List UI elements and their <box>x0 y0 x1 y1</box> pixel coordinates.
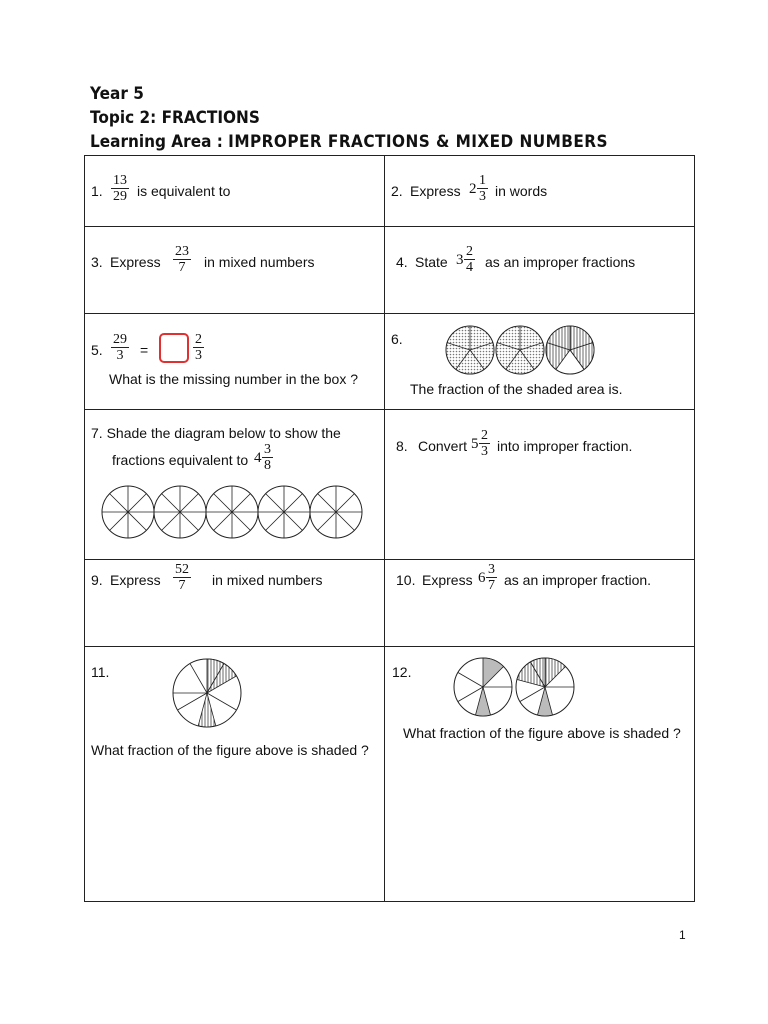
q4-pre: State <box>415 254 448 270</box>
q10-number: 10. <box>396 572 416 588</box>
q3-denominator: 7 <box>178 260 186 275</box>
q10-numerator: 3 <box>488 562 495 577</box>
q2-post: in words <box>495 183 548 199</box>
year-title: Year 5 <box>90 84 144 104</box>
q11-circle-figure <box>171 657 243 729</box>
q2-fraction <box>477 173 488 204</box>
q12-question: What fraction of the figure above is shaded ? <box>403 725 681 741</box>
q5-question: What is the missing number in the box ? <box>109 371 359 387</box>
q8-fraction <box>479 428 490 459</box>
q11-question: What fraction of the figure above is shaded ? <box>91 742 369 758</box>
q7-circle-5 <box>310 486 362 538</box>
q3-pre: Express <box>110 254 161 270</box>
question-8-cell <box>385 410 695 560</box>
topic-title: Topic 2: FRACTIONS <box>90 108 260 128</box>
q2-numerator: 1 <box>479 173 486 188</box>
q1-text: is equivalent to <box>137 183 231 199</box>
q5-answer-box[interactable] <box>159 333 189 363</box>
q5-numerator-2: 2 <box>195 332 202 347</box>
q6-circle-3 <box>546 326 594 374</box>
q10-pre: Express <box>422 572 473 588</box>
q4-number: 4. <box>396 254 408 270</box>
q10-denominator: 7 <box>488 578 495 593</box>
q9-numerator: 52 <box>175 562 189 577</box>
q8-post: into improper fraction. <box>497 438 633 454</box>
q6-circle-1 <box>446 326 494 374</box>
q9-denominator: 7 <box>178 578 186 593</box>
q10-fraction <box>486 562 497 593</box>
q7-circle-4 <box>258 486 310 538</box>
q5-fraction-2 <box>193 332 204 363</box>
q4-post: as an improper fractions <box>485 254 636 270</box>
q7-diagram-circles[interactable] <box>101 482 363 542</box>
q5-number: 5. <box>91 342 103 358</box>
question-6-cell <box>385 314 695 410</box>
q8-whole: 5 <box>471 436 479 452</box>
q7-circle-1 <box>102 486 154 538</box>
question-1-cell <box>85 156 385 227</box>
q8-number: 8. <box>396 438 408 454</box>
q6-circle-2 <box>496 326 544 374</box>
q12-circles-figure <box>453 655 577 719</box>
q8-pre: Convert <box>418 438 468 454</box>
q2-denominator: 3 <box>479 189 486 204</box>
q12-circle-2 <box>516 658 574 716</box>
q7-circle-3 <box>206 486 258 538</box>
q4-numerator: 2 <box>466 244 473 259</box>
q5-denominator-2: 3 <box>195 348 202 363</box>
q3-numerator: 23 <box>175 244 189 259</box>
q7-line-1: 7. Shade the diagram below to show the <box>91 425 341 441</box>
question-10-cell <box>385 560 695 647</box>
q5-equals: = <box>140 342 149 358</box>
questions-table <box>84 155 695 902</box>
q8-denominator: 3 <box>481 444 488 459</box>
q12-circle-1 <box>454 658 512 716</box>
worksheet-header <box>90 82 666 154</box>
q4-whole: 3 <box>456 252 464 268</box>
q5-denominator: 3 <box>116 348 124 363</box>
q8-numerator: 2 <box>481 428 488 443</box>
question-11-cell <box>85 647 385 902</box>
q4-denominator: 4 <box>466 260 473 275</box>
q9-fraction <box>173 562 191 593</box>
question-12-cell <box>385 647 695 902</box>
q1-numerator: 13 <box>113 173 127 188</box>
q7-denominator: 8 <box>264 458 271 473</box>
question-2-cell <box>385 156 695 227</box>
learning-area-label: Learning Area : <box>90 132 223 152</box>
q2-number: 2. <box>391 183 403 199</box>
q6-text: The fraction of the shaded area is. <box>410 381 623 397</box>
learning-area-title <box>90 130 608 154</box>
q4-fraction <box>464 244 475 275</box>
q7-fraction <box>262 442 273 473</box>
q2-whole: 2 <box>469 181 477 197</box>
q5-numerator: 29 <box>113 332 127 347</box>
q1-denominator: 29 <box>113 189 127 204</box>
q3-post: in mixed numbers <box>204 254 315 270</box>
q1-number: 1. <box>91 183 103 199</box>
q1-fraction <box>111 173 129 204</box>
q9-number: 9. <box>91 572 103 588</box>
q7-line-2: fractions equivalent to <box>112 452 249 468</box>
q9-post: in mixed numbers <box>212 572 323 588</box>
learning-area-value: IMPROPER FRACTIONS & MIXED NUMBERS <box>228 132 608 152</box>
q2-pre: Express <box>410 183 461 199</box>
q3-number: 3. <box>91 254 103 270</box>
q6-number: 6. <box>391 331 403 347</box>
q7-whole: 4 <box>254 450 262 466</box>
question-5-cell <box>85 314 385 410</box>
page-number: 1 <box>679 928 686 942</box>
q3-fraction <box>173 244 191 275</box>
q9-pre: Express <box>110 572 161 588</box>
question-4-cell <box>385 227 695 314</box>
question-7-cell <box>85 410 385 560</box>
q5-fraction <box>111 332 129 363</box>
question-9-cell <box>85 560 385 647</box>
question-3-cell <box>85 227 385 314</box>
q10-post: as an improper fraction. <box>504 572 652 588</box>
q12-number: 12. <box>392 664 412 680</box>
q7-circle-2 <box>154 486 206 538</box>
q7-numerator: 3 <box>264 442 271 457</box>
q6-circles-figure <box>443 322 599 378</box>
q11-number: 11. <box>91 664 110 680</box>
q10-whole: 6 <box>478 570 486 586</box>
